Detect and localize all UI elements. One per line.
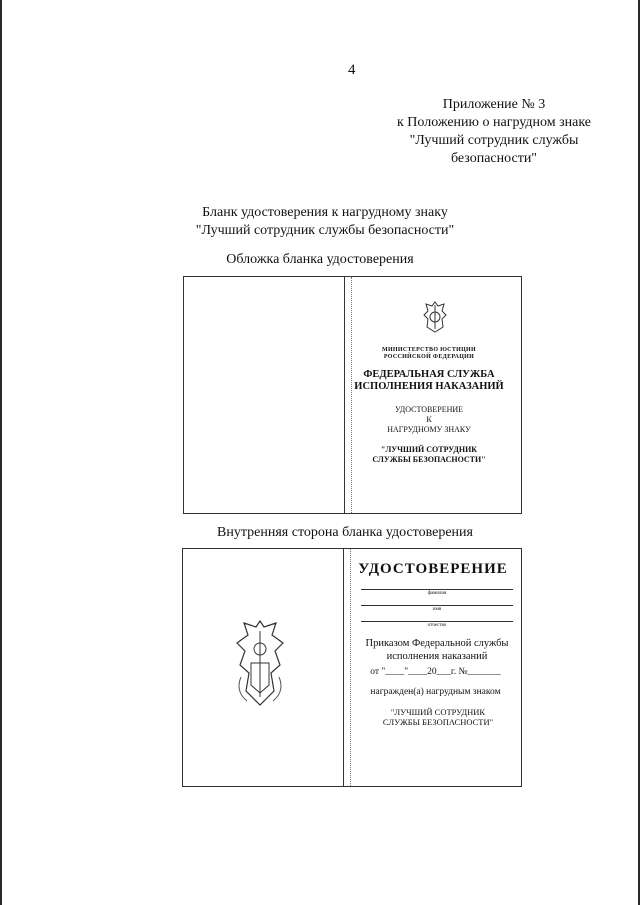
- appendix-line: Приложение № 3: [442, 97, 546, 112]
- cover-fold-line: [344, 277, 345, 513]
- surname-label: фамилия: [427, 591, 447, 596]
- name-label: имя: [432, 607, 442, 612]
- certificate-line: НАГРУДНОМУ ЗНАКУ: [387, 425, 471, 434]
- badge-name: [344, 445, 514, 465]
- awarded-text: награжден(а) нагрудным знаком: [370, 687, 501, 697]
- service-line: ИСПОЛНЕНИЯ НАКАЗАНИЙ: [354, 381, 504, 392]
- order-text: [358, 637, 516, 663]
- badge-line: "ЛУЧШИЙ СОТРУДНИК: [380, 445, 478, 454]
- cover-fold-line-inner: [351, 277, 352, 513]
- title-line: "Лучший сотрудник службы безопасности": [195, 223, 455, 238]
- ministry-name: [344, 347, 514, 361]
- document-title: [190, 204, 460, 240]
- inner-badge-name: [358, 707, 518, 727]
- patronymic-label: отчество: [427, 623, 447, 628]
- inner-caption: Внутренняя сторона бланка удостоверения: [217, 525, 473, 540]
- title-line: Бланк удостоверения к нагрудному знаку: [202, 205, 448, 220]
- appendix-line: безопасности": [450, 151, 538, 166]
- certificate-title: [344, 405, 514, 435]
- patronymic-line: [361, 621, 513, 622]
- inner-badge-line: СЛУЖБЫ БЕЗОПАСНОСТИ": [382, 717, 494, 727]
- page-number: 4: [348, 62, 356, 78]
- fsin-emblem-icon: [422, 299, 448, 335]
- appendix-line: "Лучший сотрудник службы: [409, 133, 579, 148]
- badge-line: СЛУЖБЫ БЕЗОПАСНОСТИ": [372, 455, 486, 464]
- ministry-line: МИНИСТЕРСТВО ЮСТИЦИИ: [381, 347, 476, 353]
- service-name: [344, 369, 514, 393]
- certificate-line: К: [426, 415, 432, 424]
- inner-fold-line-inner: [350, 549, 351, 786]
- order-date-line: от "____"____20___г. №_______: [370, 667, 501, 677]
- service-line: ФЕДЕРАЛЬНАЯ СЛУЖБА: [363, 369, 495, 380]
- order-line: исполнения наказаний: [386, 651, 488, 662]
- order-line: Приказом Федеральной службы: [365, 638, 509, 649]
- name-line: [361, 605, 513, 606]
- appendix-line: к Положению о нагрудном знаке: [396, 115, 591, 130]
- ministry-line: РОССИЙСКОЙ ФЕДЕРАЦИИ: [383, 354, 475, 360]
- inner-badge-line: "ЛУЧШИЙ СОТРУДНИК: [390, 707, 486, 717]
- appendix-reference: [388, 96, 600, 168]
- cover-caption: Обложка бланка удостоверения: [226, 252, 414, 267]
- scan-border-left: [0, 0, 2, 905]
- inner-blank: [182, 548, 522, 787]
- inner-heading: УДОСТОВЕРЕНИЕ: [358, 561, 508, 577]
- surname-line: [361, 589, 513, 590]
- cover-blank: [183, 276, 522, 514]
- inner-fold-line: [343, 549, 344, 786]
- fsin-coat-of-arms-icon: [231, 617, 289, 713]
- certificate-line: УДОСТОВЕРЕНИЕ: [394, 405, 464, 414]
